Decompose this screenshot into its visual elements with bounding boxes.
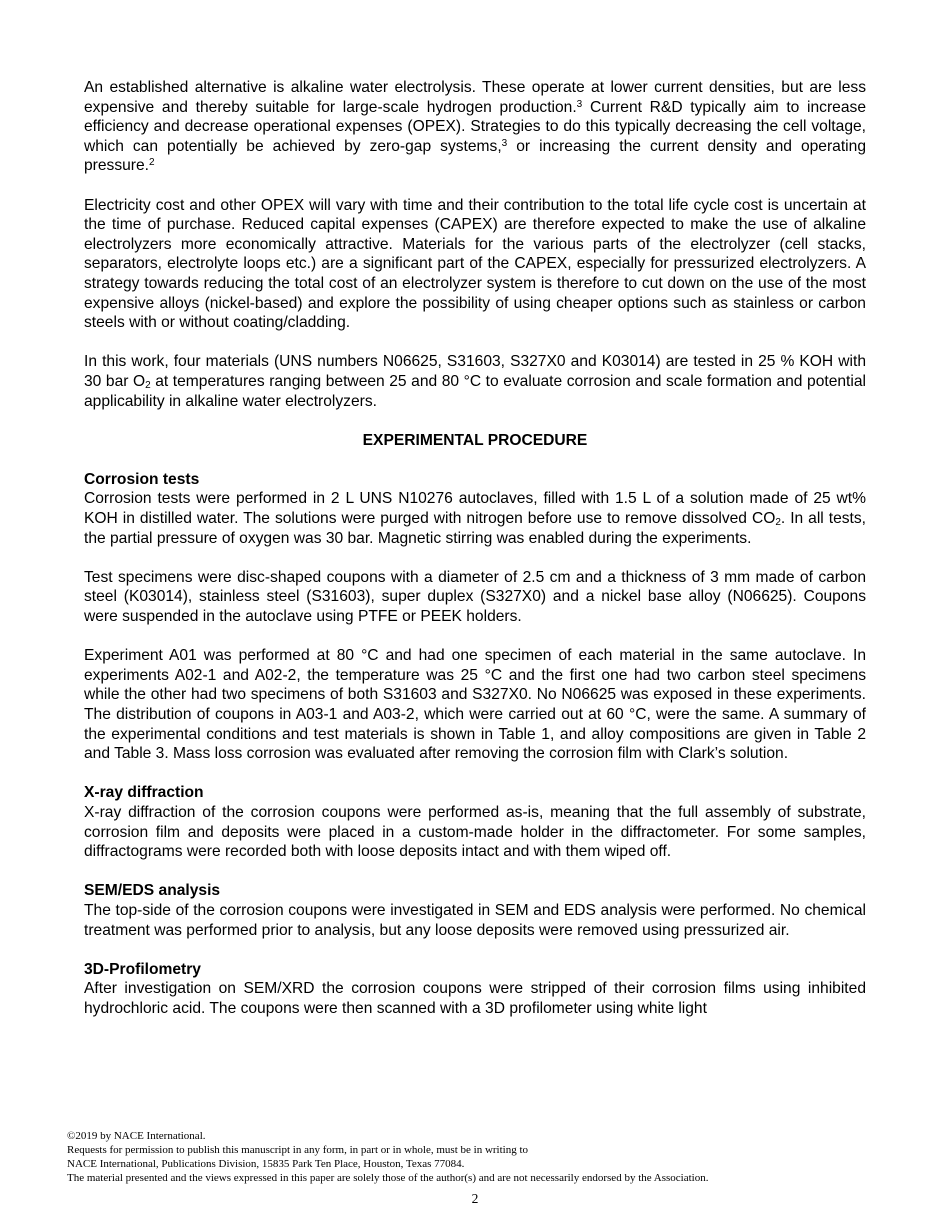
subscript: 2 (145, 379, 151, 391)
footer-line: NACE International, Publications Division, 15835 Park Ten Place, Houston, Texas 77084. (67, 1158, 465, 1170)
subsection-heading-profilometry: 3D-Profilometry (84, 960, 201, 978)
page-number: 2 (471, 1191, 479, 1206)
profilometry-paragraph: After investigation on SEM/XRD the corrosion coupons were stripped of their corrosion films using inhibited hydrochloric acid. The coupons were then scanned with a 3D profilometer using white light (84, 980, 866, 1017)
section-heading: EXPERIMENTAL PROCEDURE (362, 431, 588, 449)
footer-line: The material presented and the views expressed in this paper are solely those of the author(s) and are not necessarily endorsed by the Association. (67, 1172, 709, 1184)
subscript: 2 (775, 517, 781, 529)
intro-paragraph-3: In this work, four materials (UNS numbers N06625, S31603, S327X0 and K03014) are tested in 25 % KOH with 30 bar $O_2$ at temperatures ranging between 25 and 80 °C to evaluate corrosion and scale formation and potential applicability in alkaline water electrolyzers. (84, 353, 866, 410)
page-body (84, 78, 866, 1019)
subsection-heading-xrd: X-ray diffraction (84, 784, 204, 802)
intro-paragraph-2: Electricity cost and other OPEX will vary with time and their contribution to the total life cycle cost is uncertain at the time of purchase. Reduced capital expenses (CAPEX) are therefore expected to make the use of alkaline electrolyzers more economically attractive. Materials for the various parts of the electrolyzer (cell stacks, separators, electrolyte loops etc.) are a significant part of the CAPEX, especially for pressurized electrolyzers. A strategy towards reducing the total cost of an electrolyzer system is therefore to cut down on the use of the most expensive alloys (nickel-based) and explore the possibility of using cheaper options such as stainless or carbon steels with or without coating/cladding. (84, 196, 866, 332)
citation-ref: 3 (576, 98, 583, 110)
corrosion-tests-paragraph-2: Test specimens were disc-shaped coupons with a diameter of 2.5 cm and a thickness of 3 mm made of carbon steel (K03014), stainless steel (S31603), super duplex (S327X0) and a nickel base alloy (N06625). Coupons were suspended in the autoclave using PTFE or PEEK holders. (84, 568, 866, 626)
corrosion-tests-paragraph-1: Corrosion tests were performed in 2 L UNS N10276 autoclaves, filled with 1.5 L of a solution made of 25 wt% KOH in distilled water. The solutions were purged with nitrogen before use to remove dissolved $CO_2$. In all tests, the partial pressure of oxygen was 30 bar. Magnetic stirring was enabled during the experiments. (84, 490, 867, 547)
citation-ref: 3 (501, 137, 508, 149)
footer-line: Requests for permission to publish this manuscript in any form, in part or in whole, must be in writing to (67, 1144, 529, 1156)
copyright-footer (67, 1129, 887, 1185)
subsection-heading-sem-eds: SEM/EDS analysis (84, 882, 221, 900)
subsection-heading-corrosion-tests: Corrosion tests (84, 470, 200, 488)
footer-copyright: ©2019 by NACE International. (67, 1130, 206, 1142)
sem-eds-paragraph: The top-side of the corrosion coupons were investigated in SEM and EDS analysis were performed. No chemical treatment was performed prior to analysis, but any loose deposits were removed using pressurized air. (84, 901, 866, 939)
corrosion-tests-paragraph-3: Experiment A01 was performed at 80 °C and had one specimen of each material in the same autoclave. In experiments A02-1 and A02-2, the temperature was 25 °C and the first one had two carbon steel specimens while the other had two specimens of both S31603 and S327X0. No N06625 was exposed in these experiments. The distribution of coupons in A03-1 and A03-2, which were carried out at 60 °C, were the same. A summary of the experimental conditions and test materials is shown in Table 1, and alloy compositions are given in Table 2 and Table 3. Mass loss corrosion was evaluated after removing the corrosion film with Clark’s solution. (84, 647, 866, 763)
intro-paragraph-1: An established alternative is alkaline water electrolysis. These operate at lower current densities, but are less expensive and thereby suitable for large-scale hydrogen production.$^3$ Current R&D typically aim to increase efficiency and decrease operational expenses (OPEX). Strategies to do this typically decreasing the cell voltage, which can potentially be achieved by zero-gap systems,$^3$ or increasing the current density and operating pressure.$^2$ (84, 79, 866, 175)
citation-ref: 2 (149, 157, 155, 169)
xrd-paragraph: X-ray diffraction of the corrosion coupons were performed as-is, meaning that the full assembly of substrate, corrosion film and deposits were placed in a custom-made holder in the diffractometer. For some samples, diffractograms were recorded both with loose deposits intact and with them wiped off. (84, 803, 866, 861)
